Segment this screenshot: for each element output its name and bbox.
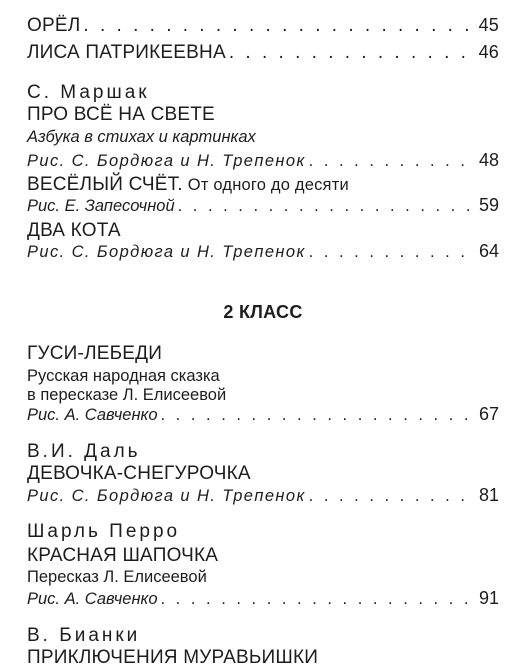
- illustrator: Рис. А. Савченко: [27, 590, 158, 608]
- work-title-muravyishka: ПРИКЛЮЧЕНИЯ МУРАВЬИШКИ: [27, 647, 319, 668]
- entry-title: ОРЁЛ: [27, 15, 81, 36]
- work-title: ВЕСЁЛЫЙ СЧЁТ.: [27, 174, 183, 195]
- work-title-krasnaya-shapochka: КРАСНАЯ ШАПОЧКА: [27, 545, 219, 566]
- illustrator: Рис. С. Бордюга и Н. Трепенок: [27, 487, 306, 505]
- work-title-pro-vse: ПРО ВСЁ НА СВЕТЕ: [27, 104, 215, 125]
- work-subtitle-pereskaz: Пересказ Л. Елисеевой: [27, 568, 207, 586]
- leader-dots: [178, 198, 476, 215]
- work-title-dva-kota: ДВА КОТА: [27, 220, 121, 241]
- leader-dots: [83, 16, 475, 35]
- illustrator: Рис. Е. Запесочной: [27, 197, 175, 215]
- toc-entry-orel: [27, 16, 499, 35]
- toc-entry-gusi-lebedi: [27, 405, 499, 424]
- page-number: 67: [478, 404, 499, 424]
- leader-dots: [161, 407, 476, 424]
- leader-dots: [229, 43, 476, 62]
- work-title-snegurochka: ДЕВОЧКА-СНЕГУРОЧКА: [27, 463, 251, 484]
- page-number: 48: [478, 150, 499, 170]
- toc-entry-lisa: [27, 43, 499, 62]
- leader-dots: [309, 244, 476, 261]
- illustrator: Рис. С. Бордюга и Н. Трепенок: [27, 243, 306, 261]
- page-number: 91: [478, 588, 499, 608]
- work-subtitle-azbuka: Азбука в стихах и картинках: [27, 128, 256, 146]
- author-bianki: В. Бианки: [27, 625, 141, 646]
- page-number: 59: [478, 195, 499, 215]
- work-subtitle-line1: Русская народная сказка: [27, 367, 220, 385]
- page-number: 46: [478, 42, 499, 62]
- toc-entry-dva-kota: [27, 242, 499, 261]
- leader-dots: [309, 153, 476, 170]
- work-title-gusi-lebedi: ГУСИ-ЛЕБЕДИ: [27, 343, 163, 364]
- leader-dots: [309, 488, 476, 505]
- toc-entry-pro-vse: [27, 151, 499, 170]
- page-number: 81: [478, 485, 499, 505]
- toc-entry-snegurochka: [27, 486, 499, 505]
- toc-entry-krasnaya-shapochka: [27, 589, 499, 608]
- work-title-vesely-schet: [27, 175, 499, 194]
- leader-dots: [161, 591, 476, 608]
- work-subtitle-line2: в пересказе Л. Елисеевой: [27, 386, 227, 404]
- page-number: 64: [478, 241, 499, 261]
- author-marshak: С. Маршак: [27, 82, 150, 103]
- section-heading: 2 КЛАСС: [223, 302, 303, 322]
- page-number: 45: [478, 15, 499, 35]
- work-subtitle: От одного до десяти: [187, 176, 349, 194]
- entry-title: ЛИСА ПАТРИКЕЕВНА: [27, 42, 226, 63]
- author-perrault: Шарль Перро: [27, 521, 181, 542]
- illustrator: Рис. А. Савченко: [27, 406, 158, 424]
- illustrator: Рис. С. Бордюга и Н. Трепенок: [27, 152, 306, 170]
- author-dal: В.И. Даль: [27, 441, 141, 462]
- toc-entry-vesely-schet: [27, 196, 499, 215]
